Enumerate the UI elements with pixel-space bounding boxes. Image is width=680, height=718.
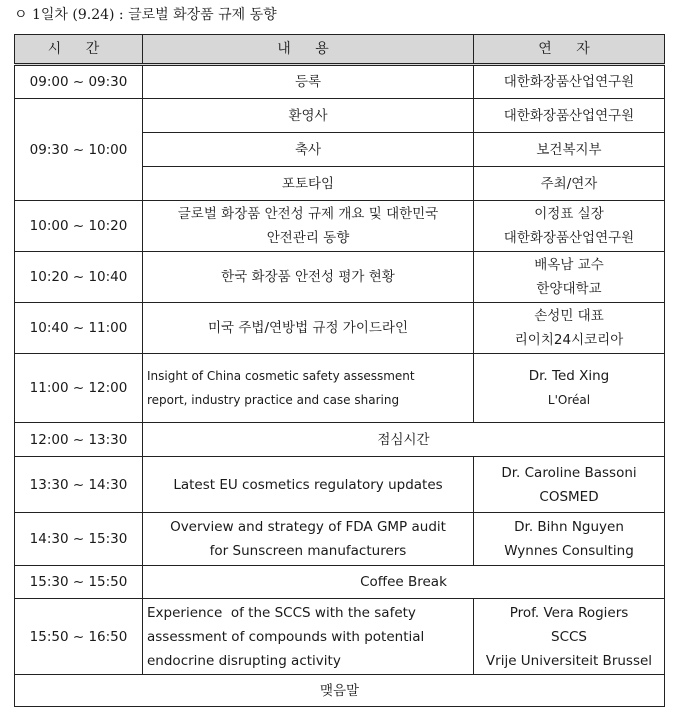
speaker-name: 손성민 대표 — [534, 308, 604, 324]
content-cell: 한국 화장품 안전성 평가 현황 — [143, 252, 474, 303]
speaker-cell — [474, 599, 665, 675]
content-line: assessment of compounds with potential — [147, 628, 425, 645]
speaker-cell — [474, 303, 665, 354]
speaker-name: 이정표 실장 — [534, 206, 604, 222]
speaker-name: Dr. Ted Xing — [528, 368, 610, 384]
speaker-affiliation: Vrije Universiteit Brussel — [485, 652, 653, 669]
speaker-name: Dr. Caroline Bassoni — [501, 464, 637, 481]
speaker-name: 배옥남 교수 — [534, 257, 604, 273]
table-row — [15, 566, 665, 599]
table-row — [15, 201, 665, 252]
content-line: for Sunscreen manufacturers — [209, 543, 407, 559]
speaker-cell: 대한화장품산업연구원 — [474, 65, 665, 99]
column-header-content: 내 용 — [143, 35, 474, 65]
content-cell — [143, 599, 474, 675]
speaker-cell — [474, 201, 665, 252]
table-header-row — [15, 35, 665, 65]
speaker-cell — [474, 354, 665, 423]
content-cell: Latest EU cosmetics regulatory updates — [143, 457, 474, 513]
speaker-cell — [474, 252, 665, 303]
table-row — [15, 423, 665, 457]
content-line: Insight of China cosmetic safety assessment — [147, 369, 415, 383]
content-cell: 환영사 — [143, 99, 474, 133]
table-row — [15, 99, 665, 133]
table-row — [15, 675, 665, 707]
content-cell: 축사 — [143, 133, 474, 167]
section-heading: ㅇ 1일차 (9.24) : 글로벌 화장품 규제 동향 — [14, 7, 277, 23]
table-row — [15, 354, 665, 423]
table-row — [15, 513, 665, 566]
content-line: Overview and strategy of FDA GMP audit — [170, 519, 446, 535]
speaker-name: Prof. Vera Rogiers — [509, 604, 629, 621]
speaker-cell: 대한화장품산업연구원 — [474, 99, 665, 133]
schedule-table — [14, 34, 665, 707]
column-header-time: 시 간 — [15, 35, 143, 65]
table-row — [15, 303, 665, 354]
speaker-cell — [474, 457, 665, 513]
content-line: 글로벌 화장품 안전성 규제 개요 및 대한민국 — [177, 206, 439, 222]
speaker-cell — [474, 513, 665, 566]
content-cell: Coffee Break — [143, 566, 665, 599]
speaker-name: Dr. Bihn Nguyen — [514, 519, 624, 535]
time-cell: 14:30 ~ 15:30 — [15, 513, 143, 566]
time-cell: 10:20 ~ 10:40 — [15, 252, 143, 303]
speaker-affiliation: 리이치24시코리아 — [514, 332, 624, 348]
table-row — [15, 599, 665, 675]
table-row — [15, 252, 665, 303]
speaker-affiliation: SCCS — [551, 628, 587, 645]
closing-cell: 맺음말 — [15, 675, 665, 707]
speaker-affiliation: 한양대학교 — [536, 281, 602, 297]
table-row — [15, 457, 665, 513]
content-cell: 점심시간 — [143, 423, 665, 457]
table-row — [15, 65, 665, 99]
time-cell: 09:30 ~ 10:00 — [15, 99, 143, 201]
time-cell: 15:30 ~ 15:50 — [15, 566, 143, 599]
content-cell: 등록 — [143, 65, 474, 99]
content-cell: 포토타임 — [143, 167, 474, 201]
speaker-cell: 주최/연자 — [474, 167, 665, 201]
content-cell: 미국 주법/연방법 규정 가이드라인 — [143, 303, 474, 354]
content-line: endocrine disrupting activity — [147, 652, 341, 669]
speaker-affiliation: COSMED — [539, 488, 599, 505]
content-line: report, industry practice and case sharing — [147, 393, 400, 407]
column-header-speaker: 연 자 — [474, 35, 665, 65]
content-line: Experience of the SCCS with the safety — [147, 604, 416, 621]
time-cell: 15:50 ~ 16:50 — [15, 599, 143, 675]
time-cell: 12:00 ~ 13:30 — [15, 423, 143, 457]
content-cell — [143, 513, 474, 566]
content-line: 안전관리 동향 — [266, 230, 350, 246]
time-cell: 10:40 ~ 11:00 — [15, 303, 143, 354]
time-cell: 13:30 ~ 14:30 — [15, 457, 143, 513]
content-cell — [143, 201, 474, 252]
speaker-affiliation: Wynnes Consulting — [504, 543, 634, 559]
speaker-cell: 보건복지부 — [474, 133, 665, 167]
time-cell: 10:00 ~ 10:20 — [15, 201, 143, 252]
time-cell: 09:00 ~ 09:30 — [15, 65, 143, 99]
speaker-affiliation: L'Oréal — [547, 393, 591, 407]
speaker-affiliation: 대한화장품산업연구원 — [503, 230, 635, 246]
content-cell — [143, 354, 474, 423]
time-cell: 11:00 ~ 12:00 — [15, 354, 143, 423]
